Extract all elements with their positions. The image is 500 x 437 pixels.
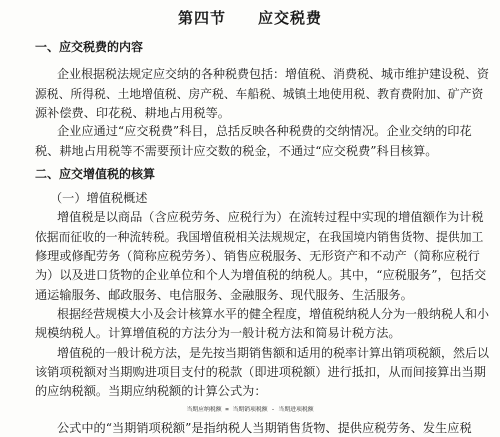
heading-vat-accounting: 二、应交增值税的核算: [35, 166, 156, 181]
subheading-vat-overview: （一）增值税概述: [50, 190, 148, 205]
paragraph-line: 企业根据税法规定应交纳的各种税费包括：增值税、消费税、城市维护建设税、资: [57, 67, 490, 82]
heading-tax-contents: 一、应交税费的内容: [35, 39, 144, 54]
paragraph-line: 企业应通过“应交税费”科目，总括反映各种税费的交纳情况。企业交纳的印花: [57, 124, 472, 139]
paragraph-line: 源税、所得税、土地增值税、房产税、车船税、城镇土地使用税、教育费附加、矿产资: [35, 86, 484, 101]
paragraph-line: 增值税的一般计税方法，是先按当期销售额和适用的税率计算出销项税额，然后以: [57, 345, 490, 360]
section-title: 第四节 应交税费: [177, 9, 322, 28]
paragraph-line: 源补偿费、印花税、耕地占用税等。: [35, 106, 230, 121]
paragraph-line: 修理或修配劳务（简称应税劳务）、销售应税服务、无形资产和不动产（简称应税行: [35, 248, 480, 263]
paragraph-line: 公式中的“当期销项税额”是指纳税人当期销售货物、提供应税劳务、发生应税: [57, 421, 472, 436]
paragraph-line: 为）以及进口货物的企业单位和个人为增值税的纳税人。其中，“应税服务”，包括交: [35, 268, 487, 283]
paragraph-line: 的应纳税额。当期应纳税额的计算公式为：: [35, 384, 267, 399]
paragraph-line: 税、耕地占用税等不需要预计应交数的税金，不通过“应交税费”科目核算。: [35, 143, 438, 158]
paragraph-line: 规模纳税人。计算增值税的方法分为一般计税方法和简易计税方法。: [35, 326, 401, 341]
paragraph-line: 该销项税额对当期购进项目支付的税款（即进项税额）进行抵扣，从而间接算出当期: [35, 365, 486, 380]
paragraph-line: 依据而征收的一种流转税。我国增值税相关法规规定，在我国境内销售货物、提供加工: [35, 229, 484, 244]
vat-formula: 当期应纳税额 = 当期销项税额 - 当期进项税额: [186, 406, 314, 413]
paragraph-line: 通运输服务、邮政服务、电信服务、金融服务、现代服务、生活服务。: [35, 287, 413, 302]
paragraph-line: 根据经营规模大小及会计核算水平的健全程度，增值税纳税人分为一般纳税人和小: [57, 306, 490, 321]
paragraph-line: 增值税是以商品（含应税劳务、应税行为）在流转过程中实现的增值额作为计税: [57, 210, 484, 225]
